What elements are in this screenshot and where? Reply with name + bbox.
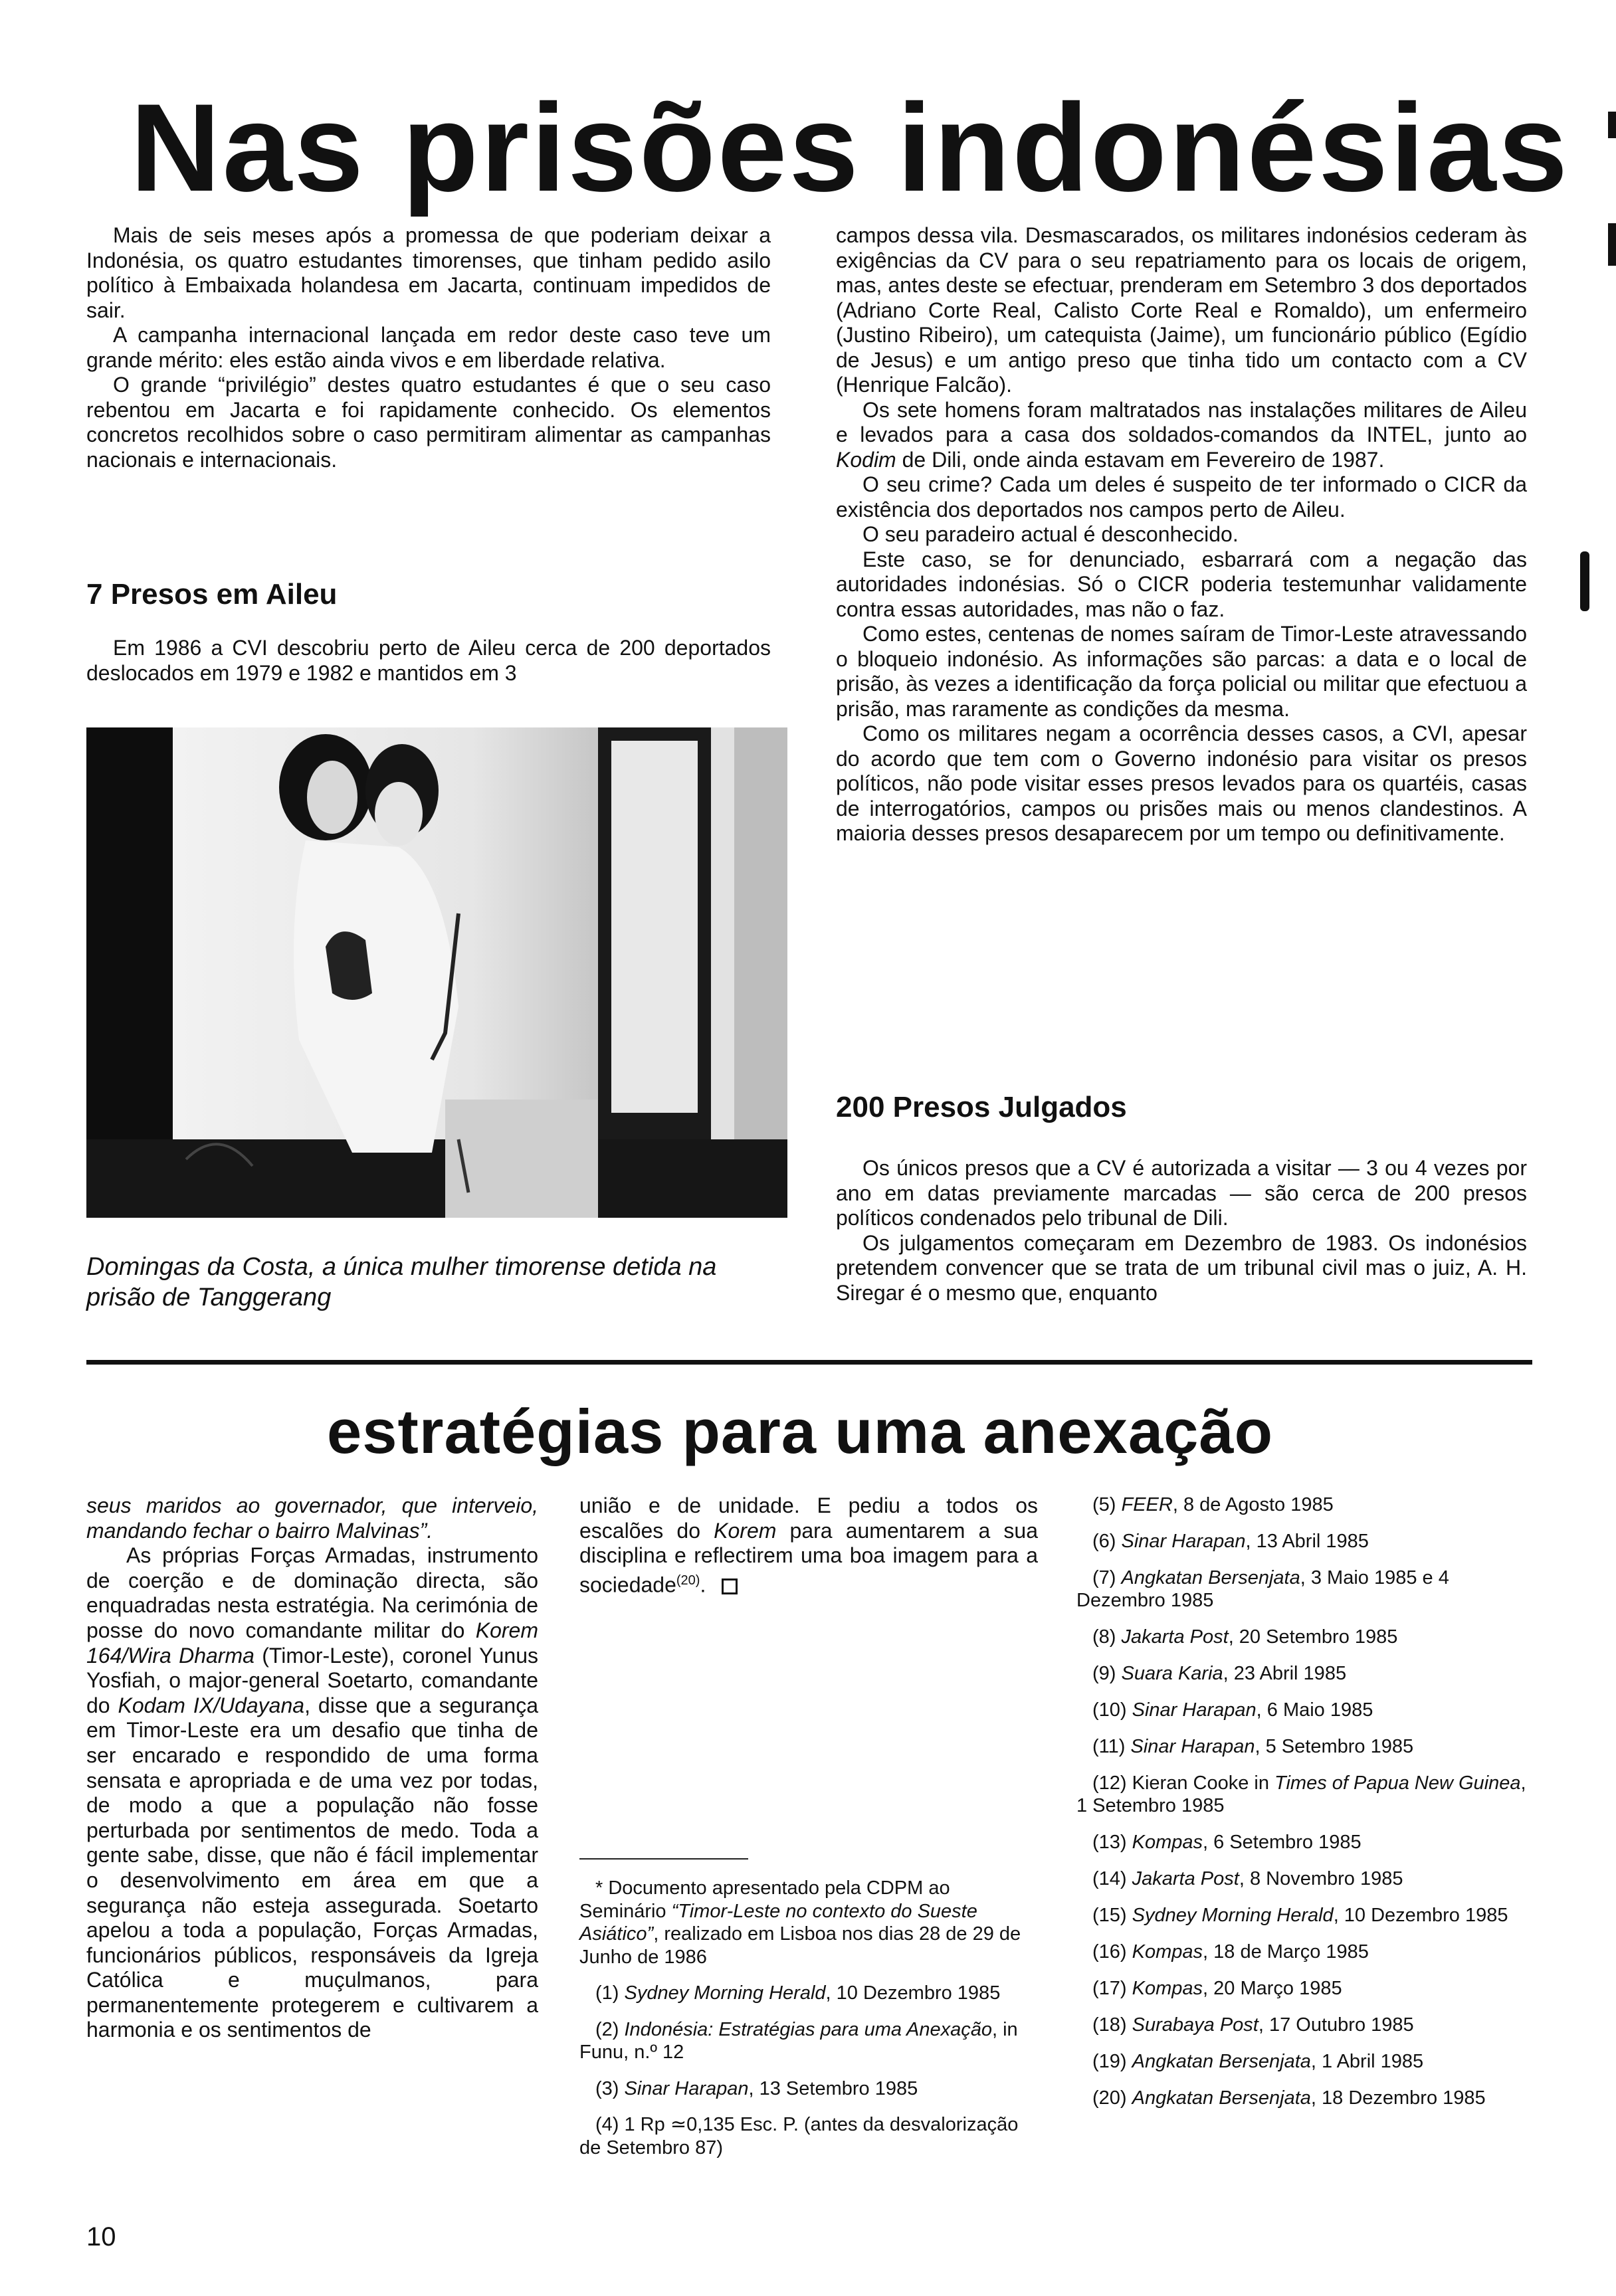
col-b-paragraph: união e de unidade. E pediu a todos os escalões do Korem para aumentarem a sua disciplina e reflectirem uma boa imagem para a sociedade$^{(20)}$. — [579, 1493, 1039, 1597]
footnote: (3) Sinar Harapan, 13 Setembro 1985 — [595, 2077, 918, 2099]
reference-item: (19) Angkatan Bersenjata, 1 Abril 1985 — [1092, 2051, 1424, 2072]
headline: Nas prisões indonésias — [130, 78, 1570, 217]
section-aileu-text — [86, 636, 771, 686]
footnote: (2) Indonésia: Estratégias para uma Anexação, in Funu, n.º 12 — [579, 2018, 1018, 2063]
margin-mark — [1608, 223, 1616, 266]
right-column-text — [836, 223, 1527, 846]
photo-image — [86, 727, 787, 1218]
col-a-lead: seus maridos ao governador, que interveio, mandando fechar o bairro Malvinas”. — [86, 1493, 538, 1543]
right-paragraph: Como estes, centenas de nomes saíram de Timor-Leste atravessando o bloqueio indonésio. As informações são parcas: a data e o local de prisão, às vezes a identificação da força policial ou militar que efectuou a prisão, mas raramente as condições da mesma. — [836, 622, 1527, 721]
right-paragraph: Este caso, se for denunciado, esbarrará com a negação das autoridades indonésias. Só o CICR poderia testemunhar validamente contra essas autoridades, mas não o faz. — [836, 547, 1527, 621]
reference-item: (5) FEER, 8 de Agosto 1985 — [1092, 1494, 1334, 1515]
section-julgados-text — [836, 1156, 1527, 1305]
julgados-paragraph: Os julgamentos começaram em Dezembro de 1983. Os indonésios pretendem convencer que se trata de um tribunal civil mas o juiz, A. H. Siregar é o mesmo que, enquanto — [836, 1230, 1527, 1305]
reference-item: (17) Kompas, 20 Março 1985 — [1092, 1978, 1342, 1999]
margin-mark — [1608, 112, 1616, 138]
reference-item: (8) Jakarta Post, 20 Setembro 1985 — [1092, 1626, 1398, 1648]
section-heading-julgados: 200 Presos Julgados — [836, 1091, 1127, 1123]
reference-item: (13) Kompas, 6 Setembro 1985 — [1092, 1832, 1362, 1853]
intro-paragraph: Mais de seis meses após a promessa de que poderiam deixar a Indonésia, os quatro estudantes timorenses, que tinham pedido asilo político à Embaixada holandesa em Jacarta, continuam impedidos de sair. — [86, 223, 771, 322]
reference-item: (14) Jakarta Post, 8 Novembro 1985 — [1092, 1868, 1403, 1889]
col-a-text — [86, 1493, 538, 2043]
section-aileu-paragraph: Em 1986 a CVI descobriu perto de Aileu cerca de 200 deportados deslocados em 1979 e 1982 e mantidos em 3 — [86, 636, 771, 685]
footnote: (4) 1 Rp ≃0,135 Esc. P. (antes da desvalorização de Setembro 87) — [579, 2114, 1019, 2158]
reference-item: (10) Sinar Harapan, 6 Maio 1985 — [1092, 1699, 1373, 1721]
right-paragraph: campos dessa vila. Desmascarados, os militares indonésios cederam às exigências da CV para o seu repatriamento para os locais de origem, mas, antes deste se efectuar, prenderam em Setembro 3 dos deportados (Adriano Corte Real, Calisto Corte Real e Romaldo), um enfermeiro (Justino Ribeiro), um catequista (Jaime), um funcionário público (Egídio de Jesus) e um antigo preso que tinha tido um contacto com a CV (Henrique Falcão). — [836, 223, 1527, 397]
reference-item: (6) Sinar Harapan, 13 Abril 1985 — [1092, 1531, 1369, 1552]
margin-mark — [1580, 551, 1589, 611]
reference-item: (12) Kieran Cooke in Times of Papua New Guinea, 1 Setembro 1985 — [1076, 1772, 1526, 1816]
headline-2: estratégias para uma anexação — [327, 1396, 1274, 1466]
julgados-paragraph: Os únicos presos que a CV é autorizada a visitar — 3 ou 4 vezes por ano em datas previamente marcadas — são cerca de 200 presos políticos condenados pelo tribunal de Dili. — [836, 1156, 1527, 1230]
footnote-rule — [579, 1858, 748, 1860]
reference-item: (20) Angkatan Bersenjata, 18 Dezembro 1985 — [1092, 2087, 1486, 2109]
col-a-paragraph: As próprias Forças Armadas, instrumento de coerção e de dominação directa, são enquadradas nesta estratégia. Na cerimónia de posse do novo comandante militar do Korem 164/Wira Dharma (Timor-Leste), coronel Yunus Yosfiah, o major-general Soetarto, comandante do Kodam IX/Udayana, disse que a segurança em Timor-Leste era um desafio que tinha de ser encarado e respondido de uma forma sensata e apropriada e de uma vez por todas, de modo a que a população não fosse perturbada por sentimentos de medo. Toda a gente sabe, disse, que não é fácil implementar o desenvolvimento em área em que a segurança não esteja assegurada. Soetarto apelou a toda a população, Forças Armadas, funcionários públicos, responsáveis da Igreja Católica e muçulmanos, para permanentemente protegerem e cultivarem a harmonia e os sentimentos de — [86, 1543, 539, 2042]
reference-item: (7) Angkatan Bersenjata, 3 Maio 1985 e 4 Dezembro 1985 — [1076, 1567, 1449, 1611]
end-mark-icon — [722, 1578, 738, 1594]
footnote: (1) Sydney Morning Herald, 10 Dezembro 1985 — [595, 1982, 1001, 2004]
right-paragraph: Os sete homens foram maltratados nas instalações militares de Aileu e levados para a casa dos soldados-comandos da INTEL, junto ao Kodim de Dili, onde ainda estavam em Fevereiro de 1987. — [836, 397, 1527, 472]
reference-item: (9) Suara Karia, 23 Abril 1985 — [1092, 1663, 1347, 1684]
page-number: 10 — [86, 2222, 116, 2251]
intro-paragraph: O grande “privilégio” destes quatro estudantes é que o seu caso rebentou em Jacarta e foi rapidamente conhecido. Os elementos concretos recolhidos sobre o caso permitiram alimentar as campanhas nacionais e internacionais. — [86, 373, 771, 472]
section-heading-aileu: 7 Presos em Aileu — [86, 578, 338, 611]
col-b-text — [579, 1493, 1038, 1598]
reference-item: (15) Sydney Morning Herald, 10 Dezembro 1985 — [1092, 1905, 1508, 1926]
right-paragraph: O seu paradeiro actual é desconhecido. — [862, 522, 1239, 546]
footnote: * Documento apresentado pela CDPM ao Seminário “Timor-Leste no contexto do Sueste Asiático”, realizado em Lisboa nos dias 28 de 29 de Junho de 1986 — [579, 1877, 1021, 1968]
intro-paragraph: A campanha internacional lançada em redor deste caso teve um grande mérito: eles estão ainda vivos e em liberdade relativa. — [86, 323, 771, 372]
right-paragraph: Como os militares negam a ocorrência desses casos, a CVI, apesar do acordo que tem com o Governo indonésio para visitar os presos políticos, não pode visitar esses presos levados para os quartéis, casas de interrogatórios, campos ou prisões mais ou menos clandestinos. A maioria desses presos desaparecem por um tempo ou definitivamente. — [836, 721, 1527, 845]
reference-item: (16) Kompas, 18 de Março 1985 — [1092, 1941, 1369, 1962]
photo-caption: Domingas da Costa, a única mulher timorense detida na prisão de Tanggerang — [86, 1253, 717, 1311]
reference-item: (11) Sinar Harapan, 5 Setembro 1985 — [1092, 1736, 1414, 1757]
col-b-notes — [579, 1877, 1038, 2172]
intro-text — [86, 223, 771, 472]
photo — [86, 727, 787, 1218]
right-paragraph: O seu crime? Cada um deles é suspeito de ter informado o CICR da existência dos deportados nos campos perto de Aileu. — [836, 472, 1527, 522]
col-c-refs — [1076, 1493, 1535, 2123]
section-divider — [86, 1360, 1532, 1365]
reference-item: (18) Surabaya Post, 17 Outubro 1985 — [1092, 2014, 1414, 2036]
